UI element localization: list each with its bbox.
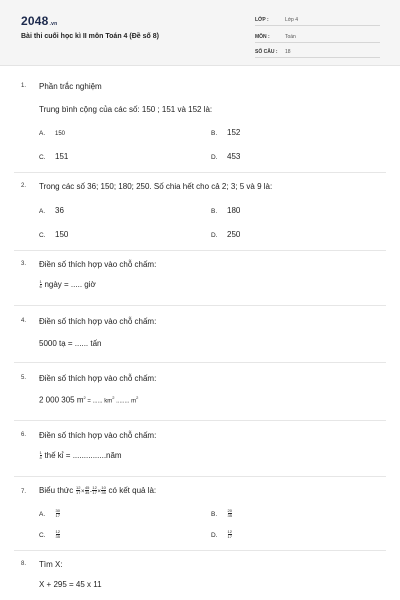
answer-option-d[interactable]: D. $\frac{12}{17}$ [211,529,232,540]
answer-option-b[interactable]: B. $\frac{20}{35}$ [211,508,232,519]
question-text: Biểu thức $\frac{12}{17}$ × $\frac{45}{35}$ - $\frac{12}{17}$ × $\frac{10}{35}$ có kết quả là: [39,485,157,496]
answer-option-b[interactable]: B. 152 [211,128,241,137]
question-divider [14,420,386,421]
answer-option-c[interactable]: C. 151 [39,152,69,161]
question-divider [14,172,386,173]
question-divider [14,550,386,551]
question-number: 2. [21,183,27,189]
meta-subject: MÔN : Toán [255,31,380,43]
fraction: $\frac{1}{4}$ [39,450,42,461]
question-number: 1. [21,83,27,89]
answer-option-a[interactable]: A. 150 [39,130,66,137]
answer-option-c[interactable]: C. $\frac{12}{35}$ [39,529,60,540]
fraction: $\frac{12}{17}$ [92,485,97,496]
fraction: $\frac{30}{17}$ [55,508,60,519]
question-divider [14,476,386,477]
meta-question-count: SỐ CÂU : 18 [255,46,380,58]
question-text: Trong các số 36; 150; 180; 250. Số chia hết cho cả 2; 3; 5 và 9 là: [39,182,273,191]
fraction: $\frac{12}{17}$ [75,485,81,496]
question-divider [14,305,386,306]
question-text: Điền số thích hợp vào chỗ chấm: [39,374,157,383]
question-number: 8. [21,561,27,567]
question-number: 5. [21,375,27,381]
fill-in-line: 5000 tạ = ...... tấn [39,339,102,348]
question-number: 7. [21,489,27,495]
fraction: $\frac{12}{17}$ [227,529,232,540]
fill-in-line: $\frac{1}{4}$ thế kỉ = ...............năm [39,450,122,461]
fraction: $\frac{12}{35}$ [55,529,60,540]
question-divider [14,250,386,251]
exam-title: Bài thi cuối học kì II môn Toán 4 (Đề số 8) [21,33,159,40]
question-number: 4. [21,318,27,324]
question-text: Tìm X: [39,560,63,569]
fill-in-line: 2 000 305 $m^2$ = ...... $km^2$ ........ $m^2$ [39,395,139,405]
fill-in-line: X + 295 = 45 x 11 [39,580,102,589]
answer-option-c[interactable]: C. 150 [39,230,69,239]
site-logo[interactable]: 2048.vn [21,14,58,28]
fraction: $\frac{20}{35}$ [227,508,232,519]
answer-option-d[interactable]: D. 453 [211,152,241,161]
answer-option-a[interactable]: A. 36 [39,206,64,215]
meta-class: LỚP : Lớp 4 [255,14,380,26]
answer-option-d[interactable]: D. 250 [211,230,241,239]
question-text: Trung bình cộng của các số: 150 ; 151 và 152 là: [39,105,213,114]
question-text: Điền số thích hợp vào chỗ chấm: [39,317,157,326]
fraction: $\frac{10}{35}$ [101,485,106,496]
fraction: $\frac{1}{6}$ [39,279,42,290]
question-number: 3. [21,261,27,267]
question-text: Điền số thích hợp vào chỗ chấm: [39,431,157,440]
answer-option-a[interactable]: A. $\frac{30}{17}$ [39,508,60,519]
question-number: 6. [21,432,27,438]
fill-in-line: $\frac{1}{6}$ ngày = ..... giờ [39,279,96,290]
answer-option-b[interactable]: B. 180 [211,206,241,215]
question-text: Điền số thích hợp vào chỗ chấm: [39,260,157,269]
question-divider [14,362,386,363]
section-heading: Phần trắc nghiệm [39,82,102,91]
fraction: $\frac{45}{35}$ [84,485,90,496]
exam-header [0,0,400,66]
